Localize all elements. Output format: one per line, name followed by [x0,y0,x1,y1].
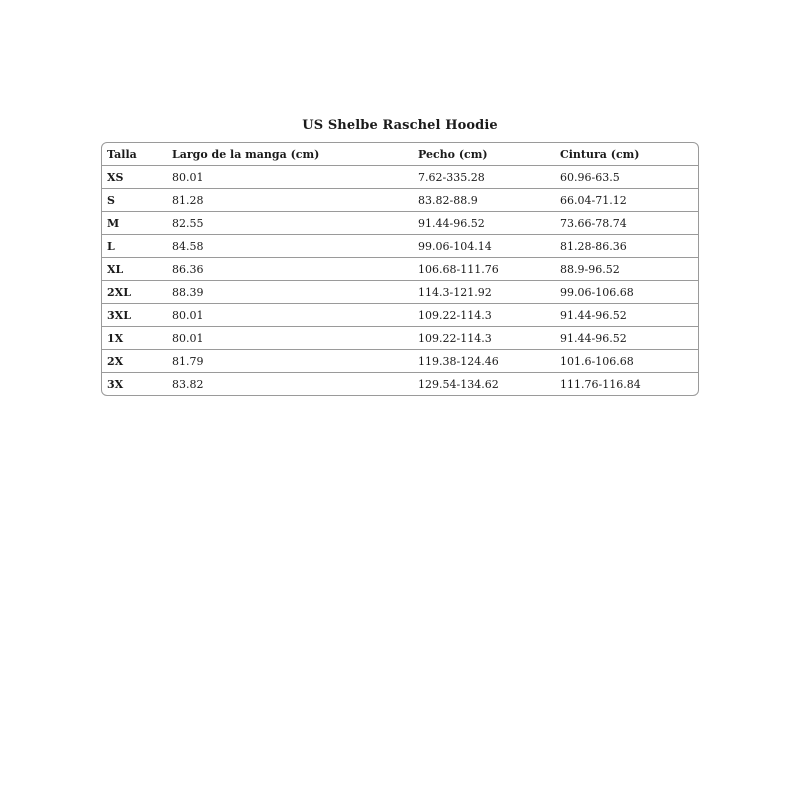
size-chart [101,142,699,396]
header-row [102,143,698,166]
table-row [102,258,698,281]
sleeve-cell: 84.58 [167,235,413,258]
sleeve-cell: 80.01 [167,304,413,327]
chest-cell: 99.06-104.14 [413,235,555,258]
table-row [102,281,698,304]
table-row [102,327,698,350]
table-row [102,304,698,327]
chest-cell: 109.22-114.3 [413,327,555,350]
waist-cell: 91.44-96.52 [555,304,698,327]
sleeve-cell: 80.01 [167,166,413,189]
chest-cell: 83.82-88.9 [413,189,555,212]
chest-cell: 106.68-111.76 [413,258,555,281]
waist-cell: 99.06-106.68 [555,281,698,304]
sleeve-cell: 81.28 [167,189,413,212]
size-cell: 3XL [102,304,167,327]
size-cell: XS [102,166,167,189]
table-row [102,373,698,396]
size-cell: 2X [102,350,167,373]
header-chest: Pecho (cm) [413,143,555,166]
waist-cell: 91.44-96.52 [555,327,698,350]
waist-cell: 88.9-96.52 [555,258,698,281]
table-row [102,212,698,235]
size-table [102,143,698,395]
table-title: US Shelbe Raschel Hoodie [302,118,498,133]
waist-cell: 66.04-71.12 [555,189,698,212]
header-size: Talla [102,143,167,166]
table-row [102,189,698,212]
chest-cell: 91.44-96.52 [413,212,555,235]
table-row [102,166,698,189]
chest-cell: 114.3-121.92 [413,281,555,304]
size-cell: 1X [102,327,167,350]
size-cell: S [102,189,167,212]
size-cell: 2XL [102,281,167,304]
table-row [102,350,698,373]
chest-cell: 7.62-335.28 [413,166,555,189]
header-sleeve-length: Largo de la manga (cm) [167,143,413,166]
size-cell: 3X [107,377,124,391]
sleeve-cell: 82.55 [167,212,413,235]
waist-cell: 60.96-63.5 [555,166,698,189]
chest-cell: 119.38-124.46 [413,350,555,373]
size-cell: L [102,235,167,258]
sleeve-cell: 80.01 [167,327,413,350]
waist-cell: 73.66-78.74 [555,212,698,235]
header-waist: Cintura (cm) [555,143,698,166]
chest-cell: 129.54-134.62 [418,377,499,391]
sleeve-cell: 88.39 [167,281,413,304]
size-cell: XL [102,258,167,281]
waist-cell: 101.6-106.68 [555,350,698,373]
sleeve-cell: 81.79 [167,350,413,373]
waist-cell: 111.76-116.84 [560,377,641,391]
waist-cell: 81.28-86.36 [555,235,698,258]
size-cell: M [102,212,167,235]
table-row [102,235,698,258]
sleeve-cell: 83.82 [172,377,204,391]
chest-cell: 109.22-114.3 [413,304,555,327]
sleeve-cell: 86.36 [167,258,413,281]
